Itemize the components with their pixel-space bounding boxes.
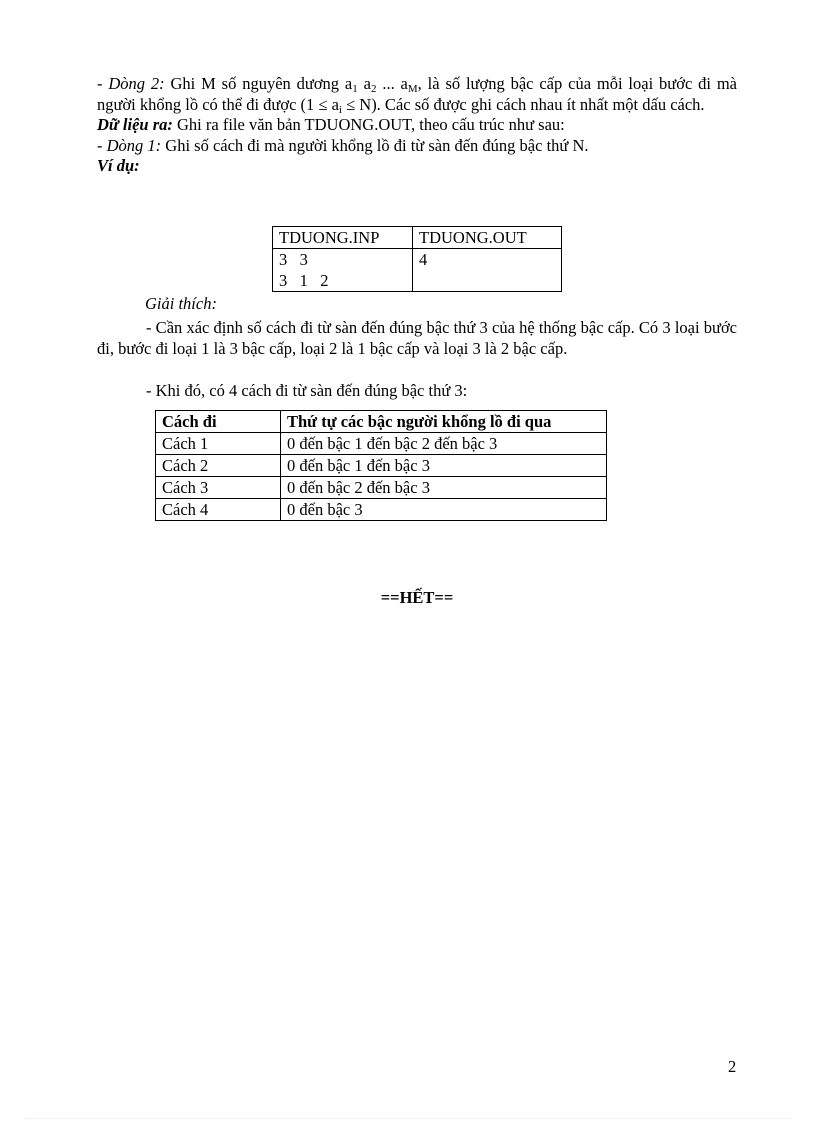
page-number: 2 <box>728 1057 737 1076</box>
table-row: Cách 2 0 đến bậc 1 đến bậc 3 <box>156 455 607 477</box>
output-paragraph: Dữ liệu ra: Ghi ra file văn bản TDUONG.OUT, theo cấu trúc như sau: <box>97 115 565 134</box>
input-line2-paragraph: - Dòng 2: Ghi M số nguyên dương $a_1$ $a_2$ ... $a_M$, là số lượng bậc cấp của mỗi loại bước đi mà người khổng lồ có thể đi được $(1 \le a_i \le N)$. Các số được ghi cách nhau ít nhất một dấu cách. <box>97 74 737 116</box>
table-row <box>273 227 562 249</box>
table-cell: 3 3 3 1 2 <box>273 249 413 292</box>
table-row: Cách 1 0 đến bậc 1 đến bậc 2 đến bậc 3 <box>156 433 607 455</box>
document-page <box>97 74 737 607</box>
table-header: TDUONG.OUT <box>413 227 562 249</box>
explain-label: Giải thích: <box>145 294 217 313</box>
page-bottom-divider <box>24 1118 792 1119</box>
table-row <box>156 411 607 433</box>
ways-table <box>155 410 607 521</box>
example-label: Ví dụ: <box>97 156 140 175</box>
explain-paragraph: - Cần xác định số cách đi từ sàn đến đúng bậc thứ 3 của hệ thống bậc cấp. Có 3 loại bước đi, bước đi loại 1 là 3 bậc cấp, loại 2 là 1 bậc cấp và loại 3 là 2 bậc cấp. <box>97 318 737 358</box>
line1-label: - Dòng 1: <box>97 135 162 155</box>
table-row: Cách 4 0 đến bậc 3 <box>156 499 607 521</box>
then-paragraph: - Khi đó, có 4 cách đi từ sàn đến đúng bậc thứ 3: <box>146 381 468 400</box>
output-label: Dữ liệu ra: <box>97 115 173 134</box>
table-header: Thứ tự các bậc người khổng lồ đi qua <box>281 411 607 433</box>
end-marker: ==HẾT== <box>380 588 454 607</box>
table-cell: 4 <box>413 249 562 292</box>
table-row <box>273 249 562 292</box>
table-row: Cách 3 0 đến bậc 2 đến bậc 3 <box>156 477 607 499</box>
table-header: TDUONG.INP <box>273 227 413 249</box>
line2-label: - Dòng 2: <box>97 74 165 93</box>
table-header: Cách đi <box>156 411 281 433</box>
output-line1-paragraph: - Dòng 1: Ghi số cách đi mà người khổng lồ đi từ sàn đến đúng bậc thứ N. <box>97 135 589 155</box>
example-io-table <box>272 226 562 292</box>
